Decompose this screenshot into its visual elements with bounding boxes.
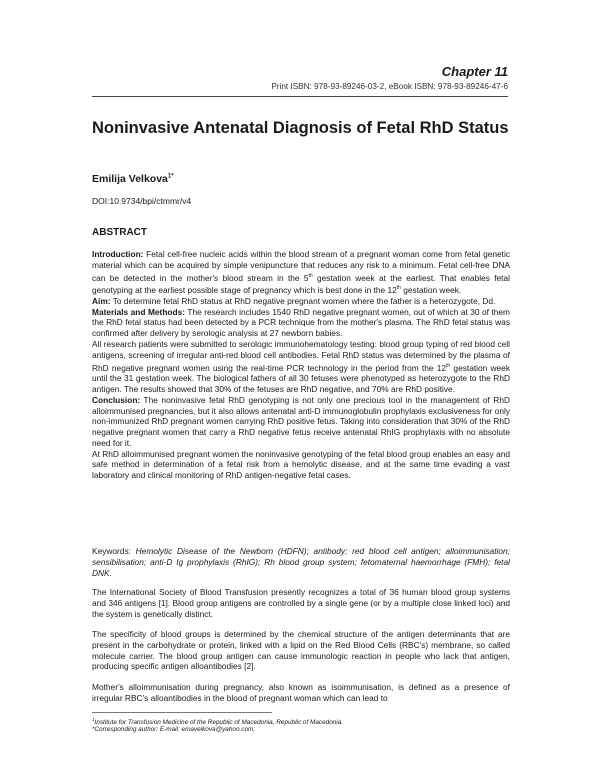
abstract-heading: ABSTRACT [92, 227, 147, 238]
author-name: Emilija Velkova [92, 173, 168, 185]
aim-label: Aim: [92, 295, 111, 306]
abstract-body [92, 249, 510, 481]
footnote-mark: 1 [92, 717, 95, 722]
abstract-conclusion [92, 395, 510, 449]
intro-sup: th [396, 285, 401, 292]
keywords-text: Hemolytic Disease of the Newborn (HDFN); antibody; red blood cell antigen; alloimmunisation; sensibilisation; anti-D Ig prophylaxis (RhIG); Rh blood group system; fetomaternal haemorrhage (FMH); fetal DNK. [92, 546, 511, 578]
intro-sup: th [308, 272, 313, 279]
abstract-introduction [92, 249, 510, 296]
footnote-divider [92, 712, 272, 713]
conclusion-label: Conclusion: [92, 394, 141, 405]
author [92, 173, 174, 185]
intro-label: Introduction: [92, 249, 144, 259]
conclusion-text: The noninvasive fetal RhD genotyping is not only one precious tool in the management of RhD alloimmunised pregnancies, but it also allows antenatal anti-D immunoglobulin prophylaxis exclusiveness for only non-immunized RhD pregnant women carrying RhD positive fetus. Taking into consideration that 30% of the RhD negative pregnant women that carry a RhD negative fetus receive antenatal RhIG prophylaxis with no absolute need for it. [92, 394, 510, 448]
methods-text: The research includes 1540 RhD negative pregnant women, out of which at 30 of them the RhD fetal status had been detected by a PCR technique from the mother's plasma. The RhD fetal status was confirmed after delivery by serologic analysis at 27 newborn babies. [92, 306, 510, 339]
methods-sup: th [446, 362, 451, 369]
page-title: Noninvasive Antenatal Diagnosis of Fetal RhD Status [92, 119, 509, 137]
intro-text: Fetal cell-free nucleic acids within the blood stream of a pregnant woman come from fetal genetic material which can be acquired by simple venipuncture that reduces any risk to a minimum. Fetal cell-free DNA can be detected in the mother's blood stream in the 5 [92, 249, 510, 283]
header-divider [92, 96, 508, 97]
abstract-methods [92, 307, 510, 339]
body-paragraph: Mother's alloimmunisation during pregnancy, also known as isoimmunisation, is defined as a presence of irregular RBC's alloantibodies in the blood of pregnant woman which can lead to [92, 682, 510, 703]
methods-label: Materials and Methods: [92, 306, 186, 317]
methods-text: gestation week until the 31 gestation week. The biological fathers of all 30 fetuses were phenotyped as heterozygote to the RhD antigen. The results showed that 30% of the fetuses are RhD negative, and 70% are RhD positive. [92, 362, 510, 394]
conclusion-text: At RhD alloimmunised pregnant women the noninvasive genotyping of the fetal blood group enables an easy and safe method in determination of a fetal risk from a hemolytic disease, and at the same time evading a vast laboratory and clinical monitoring of RhD antigen-negative fetal cases. [92, 448, 510, 481]
abstract-aim [92, 296, 510, 307]
methods-text: All research patients were submitted to serologic immunohematology testing: blood group typing of red blood cell antigens, screening of irregular anti-red blood cell antibodies. Fetal RhD status was determined by the plasma of RhD negative pregnant women using the real-time PCR technology in the period from the 12 [92, 338, 510, 373]
body-paragraph: The International Society of Blood Transfusion presently recognizes a total of 36 human blood group systems and 346 antigens [1]. Blood group antigens are controlled by a single gene (or by a multiple close linked loci) and the system is genetically distinct. [92, 587, 510, 619]
footnote-affiliation [92, 717, 343, 726]
intro-text: gestation week. [400, 284, 462, 295]
isbn-line: Print ISBN: 978-93-89246-03-2, eBook ISBN: 978-93-89246-47-6 [271, 82, 508, 91]
doi: DOI:10.9734/bpi/ctmmr/v4 [92, 196, 192, 206]
keywords [92, 546, 510, 578]
abstract-methods-cont [92, 339, 510, 395]
keywords-label: Keywords: [92, 546, 131, 556]
aim-text: To determine fetal RhD status at RhD negative pregnant women where the father is a heterozygote, Dd. [110, 295, 496, 306]
footnote-corresponding: *Corresponding author: E-mail: emavelkova@yahoo.com; [92, 726, 256, 733]
intro-text: gestation week at the earliest. That enables fetal genotyping at the earliest possible stage of pregnancy which is best done in the 12 [92, 272, 510, 295]
body-paragraph: The specificity of blood groups is determined by the chemical structure of the antigen determinants that are present in the carbohydrate or protein, linked with a lipid on the Red Blood Cells (RBC's) membrane, so called molecule carrier. The blood group antigen can cause immunologic reaction in people who lack that antigen, producing specific antigen alloantibodies [2]. [92, 629, 510, 672]
author-marks: 1* [167, 173, 174, 180]
abstract-conclusion-cont [92, 449, 510, 481]
footnote-affiliation-text: Institute for Transfusion Medicine of the Republic of Macedonia, Republic of Macedonia. [94, 719, 344, 727]
chapter-label: Chapter 11 [441, 64, 508, 79]
